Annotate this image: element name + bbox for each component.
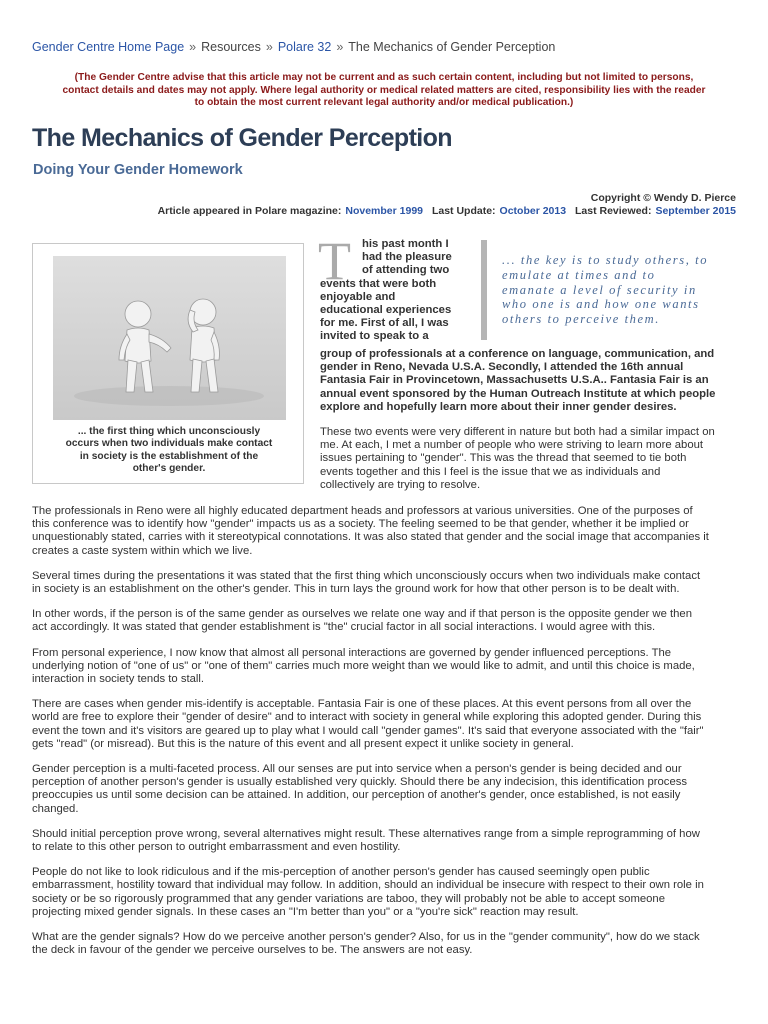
text-line: me. At each, I met a number of people who were striving to learn more about — [320, 439, 704, 452]
update-value: October 2013 — [499, 205, 567, 217]
text-line: events together and this I feel is the issue that we as individuals and — [320, 465, 661, 478]
reviewed-value: September 2015 — [655, 205, 736, 217]
body-paragraph — [32, 866, 738, 919]
article-body — [32, 505, 738, 969]
breadcrumb-home-link[interactable]: Gender Centre Home Page — [32, 40, 185, 54]
text-line: events that were both — [320, 277, 437, 290]
article-figure — [32, 243, 304, 484]
two-figures-illustration — [53, 256, 286, 420]
text-line: Fantasia Fair in Provincetown, Massachusetts U.S.A.. Fantasia Fair is an — [320, 374, 709, 387]
breadcrumb — [32, 40, 555, 54]
text-line: Several times during the presentations it was stated that the first thing which unconsciously occurs when two individuals make contact — [32, 569, 701, 582]
page-subtitle: Doing Your Gender Homework — [33, 162, 243, 178]
text-line: educational experiences — [320, 304, 452, 317]
disclaimer-line: to obtain the most current relevant legal authority and/or medical publication.) — [194, 97, 574, 109]
text-line: Gender perception is a multi-faceted process. All our senses are put into service when a person's gender is being decided and our — [32, 763, 682, 776]
pullquote-line: emanate a level of security in — [502, 282, 697, 297]
disclaimer — [30, 72, 738, 110]
text-line: of attending two — [362, 264, 450, 277]
text-line: issues pertaining to "gender". This was the thread that seemed to tie both — [320, 452, 687, 465]
body-paragraph — [32, 570, 738, 596]
text-line: collectively are trying to resolve. — [320, 478, 481, 491]
pullquote-line: who one is and how one wants — [502, 297, 700, 312]
text-line: People do not like to look ridiculous and if the mis-perception of another person's gender has caused seemingly open public — [32, 866, 650, 879]
body-paragraph — [32, 647, 738, 687]
text-line: world are free to explore their "gender of desire" and to interact with society in general while exploring this adopted gender. During this — [32, 711, 702, 724]
body-paragraph — [32, 698, 738, 751]
reviewed-label: Last Reviewed: — [575, 205, 652, 217]
figure-caption — [47, 426, 291, 475]
intro-paragraph-bottom — [320, 348, 740, 414]
disclaimer-line: (The Gender Centre advise that this article may not be current and as such certain content, including but not limited to persons, — [74, 72, 694, 83]
page-title: The Mechanics of Gender Perception — [32, 124, 452, 152]
caption-line: other's gender. — [132, 462, 206, 474]
text-line: annual event sponsored by the Human Outreach Institute at which people — [320, 387, 716, 400]
article-meta — [158, 192, 736, 218]
pullquote-line: emulate at times and to — [502, 267, 656, 282]
update-label: Last Update: — [431, 205, 496, 217]
body-paragraph — [32, 931, 738, 957]
breadcrumb-separator: » — [189, 40, 197, 54]
pullquote-bar — [481, 240, 487, 340]
text-line: for me. First of all, I was — [320, 317, 449, 330]
intro-paragraph-top — [318, 231, 466, 344]
breadcrumb-resources[interactable]: Resources — [201, 40, 261, 54]
body-paragraph — [32, 828, 738, 854]
text-line: changed. — [32, 802, 79, 815]
text-line: gets "read" (or misread). But this is the nature of this event and all present expect it unlike society in general. — [32, 737, 574, 750]
text-line: interaction in society tends to stall. — [32, 673, 205, 686]
body-paragraph — [32, 505, 738, 558]
two-figures-image — [53, 256, 286, 420]
text-line: group of professionals at a conference on language, communication, and — [320, 348, 715, 360]
text-line: his past month I — [362, 238, 449, 250]
text-line: unquestionably stated, carries with it stereotypical connotations. It was also stated that gender and the social image that accompanies it — [32, 531, 709, 544]
caption-line: in society is the establishment of the — [79, 450, 259, 462]
breadcrumb-polare-link[interactable]: Polare 32 — [277, 40, 332, 54]
copyright: Copyright © Wendy D. Pierce — [590, 192, 736, 204]
text-line: had the pleasure — [362, 251, 452, 264]
text-line: From personal experience, I now know that almost all personal interactions are governed by gender influenced perceptions. The — [32, 646, 672, 659]
text-line: act accordingly. It was stated that gender establishment is "the" crucial factor in all social interactions. I would agree with this. — [32, 621, 656, 634]
disclaimer-line: contact details and dates may not apply. Where legal authority or medical related matters are cited, responsibility lies with the reader — [62, 84, 706, 96]
text-line: projecting mixed gender signals. In these cases an "I'm better than you" or a "you're sick" reaction may result. — [32, 905, 579, 918]
text-line: the deck in favour of the gender we perceive ourselves to be. The answers are not easy. — [32, 944, 473, 957]
breadcrumb-separator: » — [265, 40, 273, 54]
text-line: underlying notion of "one of us" or "one of them" carries much more weight than we would like to admit, and until this choice is made, — [32, 659, 695, 672]
text-line: There are cases when gender mis-identify is acceptable. Fantasia Fair is one of these places. At this event persons from all over the — [32, 698, 692, 711]
text-line: preoccupies us until some decision can be attained. In addition, our perception of another's gender, once established, is not easily — [32, 789, 681, 802]
text-line: The professionals in Reno were all highly educated department heads and professors at various universities. One of the purposes of — [32, 505, 693, 517]
body-paragraph — [32, 608, 738, 634]
pullquote-line: ... the key is to study others, to — [502, 253, 709, 267]
text-line: creates a caste system within which we live. — [32, 544, 253, 557]
text-line: event the town and it's visitors are geared up to play what I would call "gender games". It's said that everyone associated with the "fair" — [32, 724, 704, 737]
caption-line: ... the first thing which unconsciously — [77, 426, 261, 437]
text-line: perception of another person's gender is usually established very quickly. Should there be any indecision, this identification process — [32, 776, 688, 789]
appeared-label: Article appeared in Polare magazine: — [157, 205, 342, 217]
text-line: In other words, if the person is of the same gender as ourselves we relate one way and if that person is the opposite gender we then — [32, 608, 693, 621]
text-line: in society is an establishment on the other's gender. This in turn lays the ground work for how that other person is to be dealt with. — [32, 583, 680, 596]
appeared-value: November 1999 — [345, 205, 424, 217]
text-line: What are the gender signals? How do we perceive another person's gender? Also, for us in the "gender community", how do we stack — [32, 931, 700, 944]
body-paragraph — [32, 763, 738, 816]
text-line: this conference was to identify how "gender" impacts us as a society. The feeling seemed to be that gender, whether it be implied or — [32, 518, 689, 531]
text-line: society or be so rigorously programmed that any gender variations are taboo, they will probably not be able to accept someone — [32, 892, 665, 905]
text-line: Should initial perception prove wrong, several alternatives might result. These alternatives range from a simple reprogramming of how — [32, 827, 700, 840]
pullquote-line: others to perceive them. — [502, 312, 661, 327]
article-dates — [158, 205, 736, 218]
text-line: to relate to this other person to outright embarrassment and even hostility. — [32, 841, 401, 854]
caption-line: occurs when two individuals make contact — [65, 438, 273, 450]
text-line: explore and hopefully learn more about their inner gender desires. — [320, 400, 677, 413]
breadcrumb-current: The Mechanics of Gender Perception — [348, 40, 556, 54]
text-line: invited to speak to a — [320, 330, 429, 343]
text-line: embarrassment, hostility toward that individual may follow. In addition, should an individual be insecure with respect to their own role in — [32, 879, 704, 892]
text-line: gender in Reno, Nevada U.S.A. Secondly, I attended the 16th annual — [320, 361, 684, 374]
drop-cap: T — [318, 231, 351, 291]
text-line: These two events were very different in nature but both had a similar impact on — [320, 426, 715, 438]
breadcrumb-separator: » — [336, 40, 344, 54]
text-line: enjoyable and — [320, 290, 396, 303]
second-paragraph — [320, 426, 740, 492]
pullquote — [502, 253, 742, 327]
